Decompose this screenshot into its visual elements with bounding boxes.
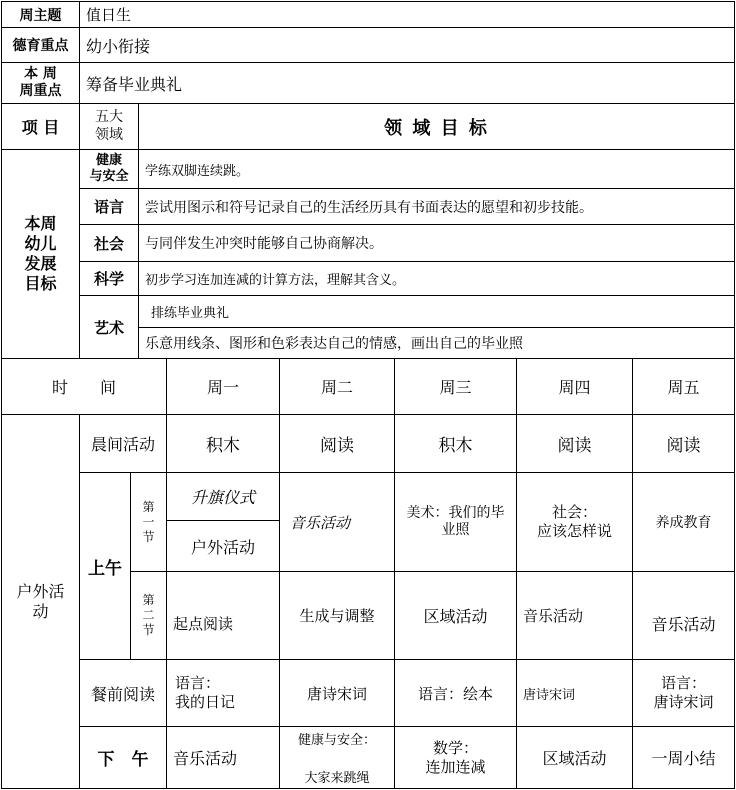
pm-label bbox=[79, 726, 167, 789]
weekly-value-text: 筹备毕业典礼 bbox=[86, 74, 183, 94]
goal-language bbox=[138, 188, 735, 225]
section-1-line1: 第 bbox=[142, 499, 155, 514]
meal-friday-line1: 语言： bbox=[660, 674, 706, 693]
pm-wednesday-line1: 数学： bbox=[432, 738, 478, 757]
meal-monday-line1: 语言： bbox=[175, 674, 221, 693]
s1-monday-b bbox=[166, 520, 280, 572]
five-domains-header bbox=[79, 103, 139, 150]
domain-art bbox=[79, 295, 139, 359]
morning-monday bbox=[166, 414, 280, 473]
weekly-value bbox=[79, 62, 735, 104]
section-1-line2: 一 bbox=[142, 514, 155, 529]
s2-monday bbox=[166, 571, 280, 660]
meal-reading-label bbox=[79, 659, 167, 727]
domain-science bbox=[79, 261, 139, 296]
am-label bbox=[79, 472, 131, 660]
outdoor-label-line2: 动 bbox=[32, 601, 49, 621]
section-1-line3: 节 bbox=[142, 529, 155, 544]
day-monday bbox=[166, 358, 280, 415]
item-header-text: 项 目 bbox=[21, 118, 60, 137]
s1-thursday bbox=[516, 472, 633, 572]
s1-tuesday bbox=[279, 472, 395, 572]
section-2-line1: 第 bbox=[142, 593, 155, 607]
weekly-label-line1: 本 周 bbox=[24, 65, 57, 82]
weekly-goals-line3: 发展 bbox=[24, 254, 57, 273]
s2-thursday bbox=[516, 571, 633, 660]
s1-tuesday-text: 音乐活动 bbox=[290, 513, 351, 532]
meal-wednesday-text: 语言：绘本 bbox=[417, 684, 493, 703]
s2-wednesday-text: 区域活动 bbox=[423, 607, 488, 626]
s1-friday bbox=[632, 472, 735, 572]
meal-reading-label-text: 餐前阅读 bbox=[90, 684, 155, 704]
morning-tuesday-text: 阅读 bbox=[320, 436, 354, 456]
section-2-line2: 二 bbox=[142, 608, 155, 622]
outdoor-label bbox=[1, 414, 80, 789]
weekly-label-line2: 周重点 bbox=[19, 83, 62, 99]
pm-wednesday bbox=[394, 726, 517, 789]
moral-label bbox=[1, 27, 80, 63]
pm-thursday bbox=[516, 726, 633, 789]
s1-thursday-line1: 社会： bbox=[551, 503, 597, 522]
day-thursday bbox=[516, 358, 633, 415]
goal-art-1-text: 排练毕业典礼 bbox=[151, 306, 230, 321]
morning-monday-text: 积木 bbox=[206, 436, 240, 456]
domain-social bbox=[79, 224, 139, 262]
s2-friday-text: 音乐活动 bbox=[651, 615, 716, 634]
theme-value bbox=[79, 1, 735, 28]
goal-social bbox=[138, 224, 735, 262]
s1-monday-b-text: 户外活动 bbox=[190, 537, 255, 557]
domain-health-line1: 健康 bbox=[95, 152, 122, 168]
morning-friday bbox=[632, 414, 735, 473]
item-header bbox=[1, 103, 80, 150]
s1-wednesday bbox=[394, 472, 517, 572]
s2-tuesday bbox=[279, 571, 395, 660]
pm-monday bbox=[166, 726, 280, 789]
meal-tuesday-text: 唐诗宋词 bbox=[306, 684, 367, 703]
meal-friday bbox=[632, 659, 735, 727]
domain-science-text: 科学 bbox=[93, 270, 124, 288]
goal-science-text: 初步学习连加连减的计算方法，理解其含义。 bbox=[145, 273, 406, 288]
goal-art-1 bbox=[138, 295, 735, 328]
meal-thursday-text: 唐诗宋词 bbox=[523, 687, 576, 703]
domain-art-text: 艺术 bbox=[93, 318, 124, 337]
section-2-line3: 节 bbox=[142, 623, 155, 637]
weekly-goals-line2: 幼儿 bbox=[24, 234, 57, 253]
domain-language bbox=[79, 188, 139, 225]
section-1-label bbox=[130, 472, 167, 572]
time-header-text: 时 间 bbox=[51, 378, 116, 397]
outdoor-label-line1: 户外活 bbox=[16, 581, 65, 601]
weekly-goals-line4: 目标 bbox=[24, 274, 57, 293]
five-domains-line1: 五大 bbox=[95, 109, 123, 125]
section-2-label bbox=[130, 571, 167, 660]
pm-monday-text: 音乐活动 bbox=[173, 749, 238, 768]
moral-value-text: 幼小衔接 bbox=[86, 36, 151, 56]
s1-monday-a bbox=[166, 472, 280, 521]
s2-tuesday-text: 生成与调整 bbox=[299, 607, 375, 625]
morning-activity-label bbox=[79, 414, 167, 473]
morning-friday-text: 阅读 bbox=[666, 436, 701, 456]
morning-thursday bbox=[516, 414, 633, 473]
s1-monday-a-text: 升旗仪式 bbox=[190, 488, 255, 507]
meal-monday-line2: 我的日记 bbox=[175, 693, 236, 711]
morning-activity-label-text: 晨间活动 bbox=[90, 435, 155, 454]
domain-health bbox=[79, 149, 139, 189]
moral-value bbox=[79, 27, 735, 63]
day-friday bbox=[632, 358, 735, 415]
pm-label-text: 下 午 bbox=[97, 750, 149, 770]
moral-label-text: 德育重点 bbox=[12, 38, 69, 54]
morning-wednesday-text: 积木 bbox=[438, 436, 473, 456]
meal-thursday bbox=[516, 659, 633, 727]
goal-language-text: 尝试用图示和符号记录自己的生活经历具有书面表达的愿望和初步技能。 bbox=[145, 199, 593, 216]
weekly-goals-line1: 本周 bbox=[24, 214, 57, 233]
pm-friday-text: 一周小结 bbox=[651, 749, 716, 768]
theme-label bbox=[1, 1, 80, 28]
pm-thursday-text: 区域活动 bbox=[542, 749, 607, 768]
s2-thursday-text: 音乐活动 bbox=[523, 607, 584, 625]
meal-wednesday bbox=[394, 659, 517, 727]
pm-tuesday-line2: 大家来跳绳 bbox=[304, 771, 370, 786]
meal-monday bbox=[166, 659, 280, 727]
day-tuesday bbox=[279, 358, 395, 415]
s1-wednesday-line2: 业照 bbox=[441, 522, 470, 538]
domain-health-line2: 与安全 bbox=[89, 169, 129, 184]
domain-social-text: 社会 bbox=[93, 234, 124, 253]
goal-health bbox=[138, 149, 735, 189]
goal-social-text: 与同伴发生冲突时能够自己协商解决。 bbox=[145, 236, 383, 252]
pm-wednesday-line2: 连加连减 bbox=[425, 757, 486, 776]
weekly-goals-label bbox=[1, 149, 80, 359]
day-wednesday bbox=[394, 358, 517, 415]
domain-goal-header-text: 领 域 目 标 bbox=[384, 117, 489, 139]
day-wednesday-text: 周三 bbox=[439, 378, 472, 397]
weekly-label bbox=[1, 62, 80, 104]
s1-friday-text: 养成教育 bbox=[655, 515, 712, 531]
meal-tuesday bbox=[279, 659, 395, 727]
goal-art-2 bbox=[138, 327, 735, 359]
pm-tuesday bbox=[279, 726, 395, 789]
time-header bbox=[1, 358, 167, 415]
morning-wednesday bbox=[394, 414, 517, 473]
s1-thursday-line2: 应该怎样说 bbox=[536, 522, 612, 540]
goal-science bbox=[138, 261, 735, 296]
day-tuesday-text: 周二 bbox=[320, 378, 353, 397]
s2-monday-text: 起点阅读 bbox=[173, 615, 234, 633]
s2-wednesday bbox=[394, 571, 517, 660]
domain-goal-header bbox=[138, 103, 735, 150]
domain-language-text: 语言 bbox=[93, 198, 124, 216]
day-friday-text: 周五 bbox=[667, 378, 700, 397]
morning-tuesday bbox=[279, 414, 395, 473]
five-domains-line2: 领域 bbox=[95, 126, 123, 143]
morning-thursday-text: 阅读 bbox=[557, 436, 592, 456]
s2-friday bbox=[632, 571, 735, 660]
pm-friday bbox=[632, 726, 735, 789]
am-label-text: 上午 bbox=[88, 558, 122, 579]
pm-tuesday-line1: 健康与安全： bbox=[297, 733, 376, 748]
goal-art-2-text: 乐意用线条、图形和色彩表达自己的情感，画出自己的毕业照 bbox=[145, 336, 523, 352]
theme-label-text: 周主题 bbox=[19, 7, 62, 24]
s1-wednesday-line1: 美术：我们的毕 bbox=[406, 504, 505, 521]
theme-value-text: 值日生 bbox=[86, 6, 132, 24]
meal-friday-line2: 唐诗宋词 bbox=[653, 693, 714, 711]
day-thursday-text: 周四 bbox=[558, 378, 591, 397]
goal-health-text: 学练双脚连续跳。 bbox=[145, 163, 250, 179]
day-monday-text: 周一 bbox=[206, 378, 239, 397]
